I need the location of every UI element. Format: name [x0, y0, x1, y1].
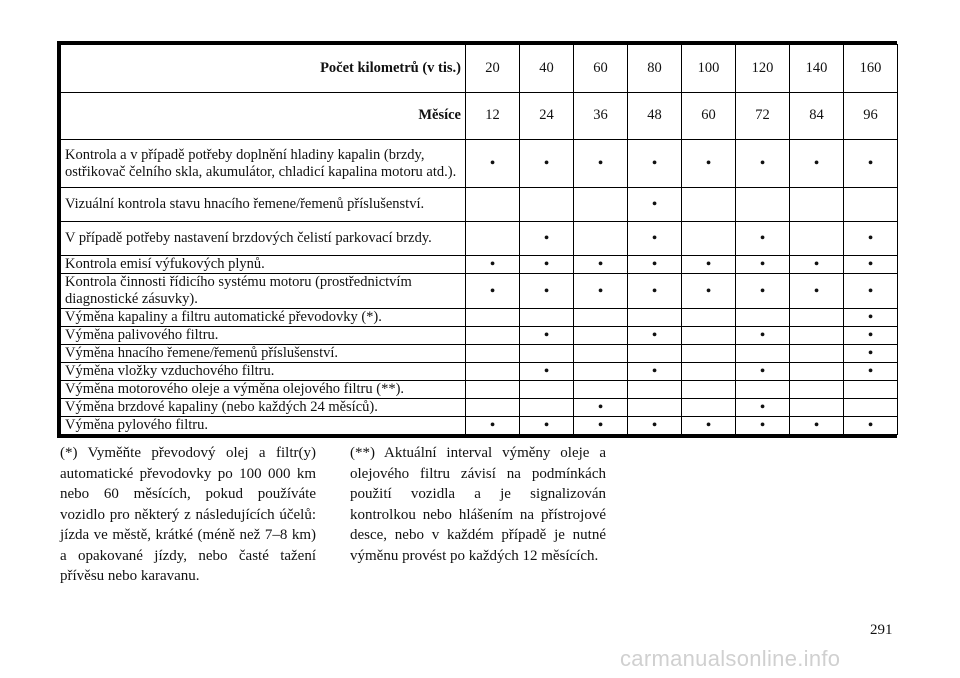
- months-cell: 48: [628, 92, 682, 140]
- row-label: Výměna brzdové kapaliny (nebo každých 24 měsíců).: [61, 399, 466, 417]
- table-row: [61, 222, 898, 256]
- footnote-oil-interval: (**) Aktuální interval výměny oleje a olejového filtru závisí na podmínkách použití vozidla a je signalizován kontrolkou nebo hlášením na přístrojové desce, nebo v každém případě je nutné výměnu provést po každých 12 měsících.: [350, 445, 606, 564]
- table-row: [61, 140, 898, 188]
- table-row: [61, 256, 898, 274]
- service-dot: •: [736, 417, 790, 435]
- empty-cell: [790, 309, 844, 327]
- months-cell: 84: [790, 92, 844, 140]
- empty-cell: [574, 345, 628, 363]
- km-cell: 160: [844, 45, 898, 93]
- row-label: Výměna kapaliny a filtru automatické převodovky (*).: [61, 309, 466, 327]
- service-dot: •: [844, 327, 898, 345]
- row-label: Výměna palivového filtru.: [61, 327, 466, 345]
- km-cell: 120: [736, 45, 790, 93]
- service-dot: •: [682, 417, 736, 435]
- km-cell: 100: [682, 45, 736, 93]
- row-label: Kontrola emisí výfukových plynů.: [61, 256, 466, 274]
- footnote-automatic-transmission: (*) Vyměňte převodový olej a filtr(y) automatické převodovky po 100 000 km nebo 60 měsících, pokud používáte vozidlo pro některý z následujících účelů: jízda ve městě, krátké (méně než 7–8 km) a opakované jízdy, nebo časté tažení přívěsu nebo karavanu.: [60, 445, 316, 584]
- service-dot: •: [574, 274, 628, 309]
- empty-cell: [628, 309, 682, 327]
- empty-cell: [520, 399, 574, 417]
- empty-cell: [736, 188, 790, 222]
- service-dot: •: [844, 363, 898, 381]
- km-cell: 60: [574, 45, 628, 93]
- km-cell: 20: [466, 45, 520, 93]
- service-dot: •: [574, 256, 628, 274]
- km-cell: 40: [520, 45, 574, 93]
- empty-cell: [466, 399, 520, 417]
- empty-cell: [682, 327, 736, 345]
- empty-cell: [736, 309, 790, 327]
- table-row: [61, 327, 898, 345]
- empty-cell: [790, 327, 844, 345]
- months-cell: 72: [736, 92, 790, 140]
- empty-cell: [682, 222, 736, 256]
- service-dot: •: [844, 140, 898, 188]
- service-dot: •: [790, 417, 844, 435]
- header-months-label: Měsíce: [61, 92, 466, 140]
- row-label: V případě potřeby nastavení brzdových čelistí parkovací brzdy.: [61, 222, 466, 256]
- empty-cell: [790, 188, 844, 222]
- empty-cell: [790, 363, 844, 381]
- service-dot: •: [466, 417, 520, 435]
- months-cell: 60: [682, 92, 736, 140]
- maintenance-table-frame: [57, 41, 897, 438]
- table-row: [61, 188, 898, 222]
- service-dot: •: [520, 417, 574, 435]
- service-dot: •: [520, 363, 574, 381]
- km-cell: 80: [628, 45, 682, 93]
- empty-cell: [682, 188, 736, 222]
- table-row: [61, 274, 898, 309]
- empty-cell: [574, 188, 628, 222]
- empty-cell: [574, 327, 628, 345]
- months-cell: 96: [844, 92, 898, 140]
- maintenance-schedule-table: [60, 44, 898, 435]
- service-dot: •: [736, 363, 790, 381]
- service-dot: •: [628, 222, 682, 256]
- row-label: Výměna motorového oleje a výměna olejového filtru (**).: [61, 381, 466, 399]
- service-dot: •: [520, 327, 574, 345]
- months-cell: 12: [466, 92, 520, 140]
- page-number: 291: [870, 622, 893, 638]
- service-dot: •: [844, 256, 898, 274]
- months-cell: 24: [520, 92, 574, 140]
- empty-cell: [682, 363, 736, 381]
- empty-cell: [844, 188, 898, 222]
- empty-cell: [466, 345, 520, 363]
- service-dot: •: [574, 399, 628, 417]
- empty-cell: [628, 381, 682, 399]
- row-label: Výměna hnacího řemene/řemenů příslušenství.: [61, 345, 466, 363]
- row-label: Vizuální kontrola stavu hnacího řemene/řemenů příslušenství.: [61, 188, 466, 222]
- empty-cell: [466, 363, 520, 381]
- km-cell: 140: [790, 45, 844, 93]
- row-label: Výměna vložky vzduchového filtru.: [61, 363, 466, 381]
- watermark-text: carmanualsonline.info: [620, 646, 841, 671]
- empty-cell: [574, 363, 628, 381]
- empty-cell: [682, 381, 736, 399]
- service-dot: •: [682, 256, 736, 274]
- service-dot: •: [736, 327, 790, 345]
- service-dot: •: [628, 417, 682, 435]
- service-dot: •: [790, 256, 844, 274]
- service-dot: •: [520, 274, 574, 309]
- empty-cell: [466, 327, 520, 345]
- service-dot: •: [844, 309, 898, 327]
- empty-cell: [790, 345, 844, 363]
- service-dot: •: [466, 274, 520, 309]
- empty-cell: [790, 399, 844, 417]
- service-dot: •: [628, 327, 682, 345]
- service-dot: •: [520, 222, 574, 256]
- months-cell: 36: [574, 92, 628, 140]
- service-dot: •: [682, 140, 736, 188]
- service-dot: •: [790, 274, 844, 309]
- empty-cell: [790, 381, 844, 399]
- empty-cell: [844, 381, 898, 399]
- table-row: [61, 363, 898, 381]
- empty-cell: [520, 309, 574, 327]
- service-dot: •: [628, 188, 682, 222]
- header-row-months: [61, 92, 898, 140]
- service-dot: •: [628, 256, 682, 274]
- service-dot: •: [844, 222, 898, 256]
- table-row: [61, 309, 898, 327]
- empty-cell: [520, 381, 574, 399]
- service-dot: •: [520, 256, 574, 274]
- service-dot: •: [466, 140, 520, 188]
- header-km-label: Počet kilometrů (v tis.): [61, 45, 466, 93]
- empty-cell: [736, 345, 790, 363]
- service-dot: •: [790, 140, 844, 188]
- table-row: [61, 345, 898, 363]
- row-label: Kontrola a v případě potřeby doplnění hladiny kapalin (brzdy, ostřikovač čelního skla, akumulátor, chladicí kapalina motoru atd.).: [61, 140, 466, 188]
- service-dot: •: [466, 256, 520, 274]
- row-label: Výměna pylového filtru.: [61, 417, 466, 435]
- empty-cell: [682, 309, 736, 327]
- empty-cell: [628, 399, 682, 417]
- empty-cell: [520, 188, 574, 222]
- service-dot: •: [574, 417, 628, 435]
- empty-cell: [844, 399, 898, 417]
- empty-cell: [466, 381, 520, 399]
- service-dot: •: [736, 256, 790, 274]
- empty-cell: [466, 222, 520, 256]
- service-dot: •: [574, 140, 628, 188]
- empty-cell: [682, 345, 736, 363]
- service-dot: •: [736, 399, 790, 417]
- service-dot: •: [736, 140, 790, 188]
- empty-cell: [466, 188, 520, 222]
- service-dot: •: [628, 274, 682, 309]
- empty-cell: [574, 222, 628, 256]
- row-label: Kontrola činnosti řídicího systému motoru (prostřednictvím diagnostické zásuvky).: [61, 274, 466, 309]
- service-dot: •: [628, 363, 682, 381]
- empty-cell: [790, 222, 844, 256]
- service-dot: •: [520, 140, 574, 188]
- service-dot: •: [736, 222, 790, 256]
- empty-cell: [574, 381, 628, 399]
- table-row: [61, 417, 898, 435]
- service-dot: •: [844, 417, 898, 435]
- service-dot: •: [736, 274, 790, 309]
- table-row: [61, 381, 898, 399]
- service-dot: •: [844, 345, 898, 363]
- service-dot: •: [844, 274, 898, 309]
- empty-cell: [628, 345, 682, 363]
- empty-cell: [520, 345, 574, 363]
- empty-cell: [682, 399, 736, 417]
- table-row: [61, 399, 898, 417]
- empty-cell: [736, 381, 790, 399]
- header-row-km: [61, 45, 898, 93]
- empty-cell: [574, 309, 628, 327]
- empty-cell: [466, 309, 520, 327]
- service-dot: •: [682, 274, 736, 309]
- service-dot: •: [628, 140, 682, 188]
